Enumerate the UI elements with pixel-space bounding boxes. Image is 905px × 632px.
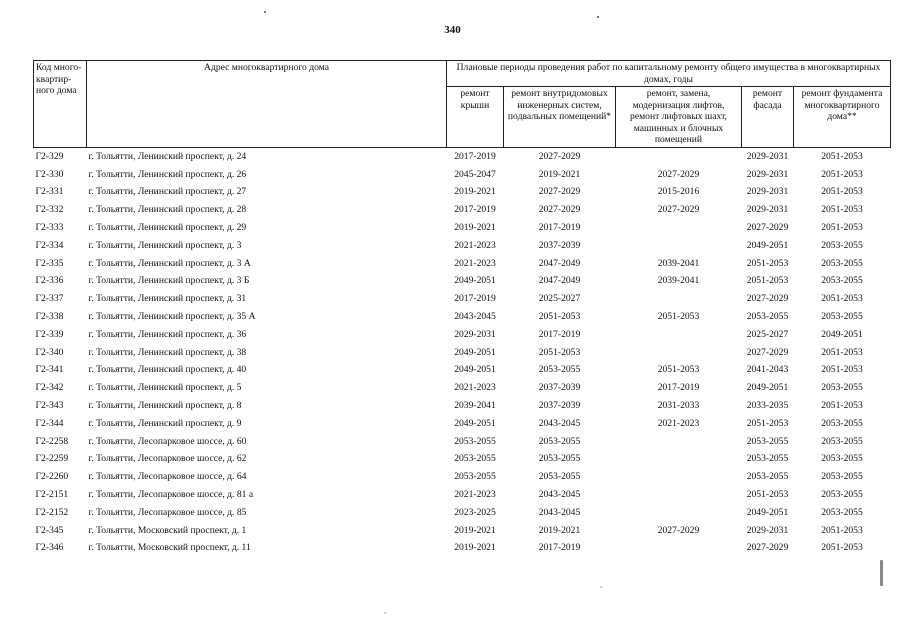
roof-cell: 2049-2051 <box>454 364 496 376</box>
code-cell: Г2-337 <box>35 293 64 305</box>
foundation-cell: 2053-2055 <box>821 435 863 447</box>
foundation-cell: 2053-2055 <box>821 239 863 251</box>
table-row <box>34 343 891 361</box>
table-row <box>34 308 891 326</box>
foundation-cell: 2049-2051 <box>821 328 863 340</box>
address-cell: г. Тольятти, Лесопарковое шоссе, д. 60 <box>88 435 247 447</box>
roof-cell: 2043-2045 <box>454 311 496 323</box>
systems-cell: 2019-2021 <box>538 524 581 536</box>
code-cell: Г2-344 <box>35 417 64 429</box>
roof-cell: 2017-2019 <box>454 150 496 162</box>
systems-cell: 2037-2039 <box>538 400 581 412</box>
address-cell: г. Тольятти, Ленинский проспект, д. 28 <box>88 204 247 216</box>
foundation-cell: 2053-2055 <box>821 453 863 465</box>
scan-speck <box>880 560 883 586</box>
table-row <box>34 325 891 343</box>
facade-cell: 2029-2031 <box>746 150 789 162</box>
table-body <box>34 147 891 557</box>
systems-cell: 2047-2049 <box>538 275 581 287</box>
systems-cell: 2053-2055 <box>538 435 581 447</box>
scan-speck <box>600 586 602 588</box>
systems-cell: 2053-2055 <box>538 471 581 483</box>
facade-cell: 2049-2051 <box>746 506 789 518</box>
facade-cell: 2029-2031 <box>746 186 789 198</box>
roof-cell: 2039-2041 <box>454 400 496 412</box>
table-row <box>34 254 891 272</box>
roof-cell: 2049-2051 <box>454 346 496 358</box>
roof-cell: 2019-2021 <box>454 222 496 234</box>
code-cell: Г2-340 <box>35 346 64 358</box>
code-cell: Г2-341 <box>35 364 64 376</box>
foundation-cell: 2053-2055 <box>821 275 863 287</box>
table-row <box>34 521 891 539</box>
code-cell: Г2-336 <box>35 275 64 287</box>
address-cell: г. Тольятти, Лесопарковое шоссе, д. 85 <box>88 506 247 518</box>
roof-cell: 2049-2051 <box>454 275 496 287</box>
address-cell: г. Тольятти, Ленинский проспект, д. 40 <box>88 364 247 376</box>
table-row <box>34 147 891 165</box>
roof-cell: 2049-2051 <box>454 417 496 429</box>
header-roof: ремонт крыши <box>447 87 504 148</box>
lifts-cell: 2027-2029 <box>657 204 700 216</box>
systems-cell: 2053-2055 <box>538 364 581 376</box>
address-cell: г. Тольятти, Ленинский проспект, д. 8 <box>88 400 242 412</box>
facade-cell: 2051-2053 <box>746 257 789 269</box>
code-cell: Г2-342 <box>35 382 64 394</box>
code-cell: Г2-339 <box>35 328 64 340</box>
header-lifts: ремонт, замена, модернизация лифтов, ремонт лифтовых шахт, машинных и блочных помещений <box>616 87 742 148</box>
roof-cell: 2019-2021 <box>454 186 496 198</box>
foundation-cell: 2051-2053 <box>821 524 863 536</box>
roof-cell: 2053-2055 <box>454 453 496 465</box>
address-cell: г. Тольятти, Лесопарковое шоссе, д. 62 <box>88 453 247 465</box>
lifts-cell: 2051-2053 <box>657 311 700 323</box>
lifts-cell: 2051-2053 <box>657 364 700 376</box>
address-cell: г. Тольятти, Ленинский проспект, д. 27 <box>88 186 247 198</box>
lifts-cell: 2021-2023 <box>657 417 700 429</box>
code-cell: Г2-338 <box>35 311 64 323</box>
table-row <box>34 201 891 219</box>
table-row <box>34 414 891 432</box>
systems-cell: 2027-2029 <box>538 150 581 162</box>
systems-cell: 2037-2039 <box>538 239 581 251</box>
lifts-cell <box>616 290 742 308</box>
roof-cell: 2021-2023 <box>454 382 496 394</box>
facade-cell: 2025-2027 <box>746 328 789 340</box>
foundation-cell: 2053-2055 <box>821 257 863 269</box>
code-cell: Г2-2152 <box>35 506 69 518</box>
header-systems: ремонт внутридомовых инженерных систем, подвальных помещений* <box>504 87 616 148</box>
code-cell: Г2-346 <box>35 542 64 554</box>
facade-cell: 2049-2051 <box>746 382 789 394</box>
systems-cell: 2017-2019 <box>538 222 581 234</box>
table-row <box>34 468 891 486</box>
code-cell: Г2-332 <box>35 204 64 216</box>
code-cell: Г2-330 <box>35 168 64 180</box>
roof-cell: 2019-2021 <box>454 524 496 536</box>
lifts-cell: 2039-2041 <box>657 275 700 287</box>
facade-cell: 2053-2055 <box>746 435 789 447</box>
address-cell: г. Тольятти, Ленинский проспект, д. 38 <box>88 346 247 358</box>
systems-cell: 2025-2027 <box>538 293 581 305</box>
table-row <box>34 272 891 290</box>
repair-schedule-table <box>33 60 891 557</box>
facade-cell: 2051-2053 <box>746 275 789 287</box>
foundation-cell: 2051-2053 <box>821 293 863 305</box>
systems-cell: 2027-2029 <box>538 204 581 216</box>
table-row <box>34 539 891 557</box>
facade-cell: 2027-2029 <box>746 542 789 554</box>
systems-cell: 2043-2045 <box>538 489 581 501</box>
roof-cell: 2019-2021 <box>454 542 496 554</box>
table-row <box>34 503 891 521</box>
systems-cell: 2019-2021 <box>538 168 581 180</box>
foundation-cell: 2051-2053 <box>821 204 863 216</box>
foundation-cell: 2051-2053 <box>821 364 863 376</box>
lifts-cell <box>616 468 742 486</box>
facade-cell: 2053-2055 <box>746 471 789 483</box>
lifts-cell <box>616 432 742 450</box>
address-cell: г. Тольятти, Ленинский проспект, д. 36 <box>88 328 247 340</box>
roof-cell: 2021-2023 <box>454 239 496 251</box>
facade-cell: 2053-2055 <box>746 311 789 323</box>
foundation-cell: 2053-2055 <box>821 382 863 394</box>
lifts-cell <box>616 450 742 468</box>
lifts-cell: 2017-2019 <box>657 382 700 394</box>
address-cell: г. Тольятти, Ленинский проспект, д. 31 <box>88 293 247 305</box>
code-cell: Г2-2151 <box>35 489 69 501</box>
foundation-cell: 2051-2053 <box>821 400 863 412</box>
facade-cell: 2051-2053 <box>746 489 789 501</box>
code-cell: Г2-329 <box>35 150 64 162</box>
systems-cell: 2017-2019 <box>538 328 581 340</box>
foundation-cell: 2051-2053 <box>821 186 863 198</box>
address-cell: г. Тольятти, Лесопарковое шоссе, д. 64 <box>88 471 247 483</box>
lifts-cell <box>616 325 742 343</box>
scan-speck <box>384 612 386 614</box>
address-cell: г. Тольятти, Ленинский проспект, д. 3 Б <box>88 275 250 287</box>
systems-cell: 2053-2055 <box>538 453 581 465</box>
systems-cell: 2051-2053 <box>538 311 581 323</box>
table-row <box>34 361 891 379</box>
page-number: 340 <box>444 24 461 36</box>
code-cell: Г2-2258 <box>35 435 69 447</box>
roof-cell: 2023-2025 <box>454 506 496 518</box>
lifts-cell <box>616 539 742 557</box>
lifts-cell <box>616 343 742 361</box>
address-cell: г. Тольятти, Ленинский проспект, д. 3 А <box>88 257 251 269</box>
code-cell: Г2-333 <box>35 222 64 234</box>
header-code: Код много-квартир-ного дома <box>34 61 87 148</box>
table-row <box>34 290 891 308</box>
header-address: Адрес многоквартирного дома <box>87 61 447 148</box>
roof-cell: 2017-2019 <box>454 204 496 216</box>
facade-cell: 2027-2029 <box>746 293 789 305</box>
foundation-cell: 2051-2053 <box>821 542 863 554</box>
address-cell: г. Тольятти, Ленинский проспект, д. 26 <box>88 168 247 180</box>
roof-cell: 2017-2019 <box>454 293 496 305</box>
facade-cell: 2053-2055 <box>746 453 789 465</box>
lifts-cell: 2015-2016 <box>657 186 700 198</box>
table-row <box>34 183 891 201</box>
lifts-cell: 2027-2029 <box>657 168 700 180</box>
facade-cell: 2029-2031 <box>746 204 789 216</box>
lifts-cell: 2031-2033 <box>657 400 700 412</box>
facade-cell: 2029-2031 <box>746 524 789 536</box>
table-row <box>34 379 891 397</box>
facade-cell: 2033-2035 <box>746 400 789 412</box>
foundation-cell: 2051-2053 <box>821 150 863 162</box>
header-periods: Плановые периоды проведения работ по капитальному ремонту общего имущества в многоквартирных домах, годы <box>447 61 891 87</box>
code-cell: Г2-335 <box>35 257 64 269</box>
scan-speck <box>264 11 266 13</box>
systems-cell: 2047-2049 <box>538 257 581 269</box>
header-facade: ремонт фасада <box>742 87 794 148</box>
foundation-cell: 2053-2055 <box>821 417 863 429</box>
code-cell: Г2-2259 <box>35 453 69 465</box>
address-cell: г. Тольятти, Ленинский проспект, д. 5 <box>88 382 242 394</box>
table-row <box>34 236 891 254</box>
systems-cell: 2027-2029 <box>538 186 581 198</box>
facade-cell: 2027-2029 <box>746 222 789 234</box>
facade-cell: 2029-2031 <box>746 168 789 180</box>
code-cell: Г2-331 <box>35 186 64 198</box>
address-cell: г. Тольятти, Ленинский проспект, д. 35 А <box>88 311 256 323</box>
lifts-cell <box>616 219 742 237</box>
foundation-cell: 2053-2055 <box>821 471 863 483</box>
foundation-cell: 2051-2053 <box>821 346 863 358</box>
address-cell: г. Тольятти, Московский проспект, д. 1 <box>88 524 247 536</box>
foundation-cell: 2051-2053 <box>821 168 863 180</box>
address-cell: г. Тольятти, Лесопарковое шоссе, д. 81 а <box>88 489 254 501</box>
systems-cell: 2051-2053 <box>538 346 581 358</box>
foundation-cell: 2051-2053 <box>821 222 863 234</box>
code-cell: Г2-2260 <box>35 471 69 483</box>
lifts-cell: 2027-2029 <box>657 524 700 536</box>
scan-speck <box>597 16 599 18</box>
roof-cell: 2021-2023 <box>454 489 496 501</box>
foundation-cell: 2053-2055 <box>821 506 863 518</box>
facade-cell: 2041-2043 <box>746 364 789 376</box>
facade-cell: 2027-2029 <box>746 346 789 358</box>
roof-cell: 2029-2031 <box>454 328 496 340</box>
table-row <box>34 432 891 450</box>
table-row <box>34 219 891 237</box>
foundation-cell: 2053-2055 <box>821 311 863 323</box>
roof-cell: 2053-2055 <box>454 471 496 483</box>
systems-cell: 2043-2045 <box>538 417 581 429</box>
table-row <box>34 397 891 415</box>
lifts-cell <box>616 486 742 504</box>
table-header <box>34 61 891 148</box>
address-cell: г. Тольятти, Ленинский проспект, д. 24 <box>88 150 247 162</box>
lifts-cell: 2039-2041 <box>657 257 700 269</box>
table-row <box>34 486 891 504</box>
facade-cell: 2051-2053 <box>746 417 789 429</box>
address-cell: г. Тольятти, Ленинский проспект, д. 29 <box>88 222 247 234</box>
code-cell: Г2-345 <box>35 524 64 536</box>
systems-cell: 2037-2039 <box>538 382 581 394</box>
lifts-cell <box>616 503 742 521</box>
foundation-cell: 2053-2055 <box>821 489 863 501</box>
facade-cell: 2049-2051 <box>746 239 789 251</box>
code-cell: Г2-334 <box>35 239 64 251</box>
systems-cell: 2017-2019 <box>538 542 581 554</box>
roof-cell: 2053-2055 <box>454 435 496 447</box>
address-cell: г. Тольятти, Ленинский проспект, д. 9 <box>88 417 242 429</box>
roof-cell: 2045-2047 <box>454 168 496 180</box>
lifts-cell <box>616 236 742 254</box>
lifts-cell <box>616 147 742 165</box>
roof-cell: 2021-2023 <box>454 257 496 269</box>
table-row <box>34 450 891 468</box>
code-cell: Г2-343 <box>35 400 64 412</box>
address-cell: г. Тольятти, Ленинский проспект, д. 3 <box>88 239 242 251</box>
address-cell: г. Тольятти, Московский проспект, д. 11 <box>88 542 251 554</box>
systems-cell: 2043-2045 <box>538 506 581 518</box>
table-row <box>34 165 891 183</box>
header-foundation: ремонт фундамента многоквартирного дома** <box>794 87 891 148</box>
